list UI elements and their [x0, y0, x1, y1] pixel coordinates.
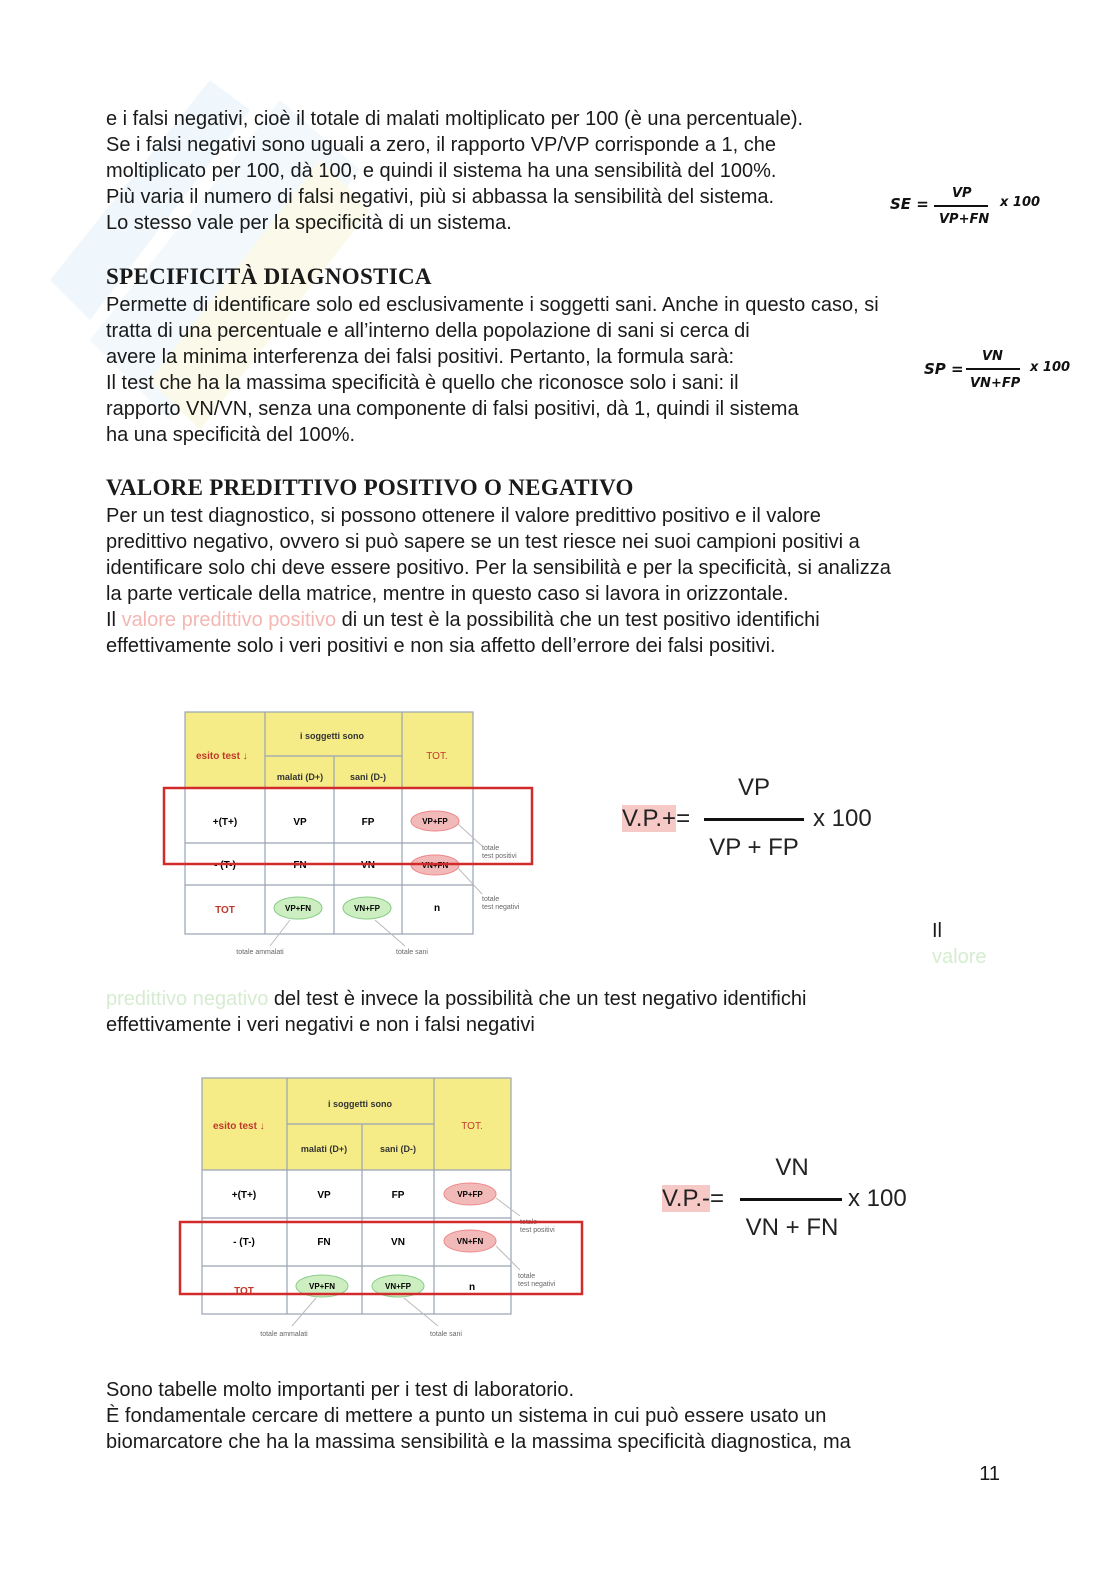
table-header-tot: TOT. [426, 751, 448, 762]
bottom-note: totale ammalati [236, 949, 284, 956]
sp-label: SP = [924, 360, 964, 378]
valore-line: identificare solo chi deve essere positivo. Per la sensibilità e per la specificità, si analizza [106, 557, 891, 579]
table-header-tot: TOT. [461, 1121, 483, 1132]
valore-line: predittivo negativo, ovvero si può sapere se un test riesce nei suoi campioni positivi a [106, 531, 860, 553]
vpn-eq: = [710, 1185, 725, 1212]
cell: FP [361, 817, 375, 828]
closing-line: biomarcatore che ha la massima sensibilità e la massima specificità diagnostica, ma [106, 1431, 851, 1453]
table-header-soggetti: i soggetti sono [328, 1099, 392, 1109]
valore-line: effettivamente solo i veri positivi e non sia affetto dell’errore dei falsi positivi. [106, 635, 776, 657]
table-header-esito: esito test ↓ [213, 1121, 265, 1132]
cell: VN+FP [353, 904, 381, 913]
side-note: totale [518, 1273, 536, 1280]
contingency-table-positive [160, 708, 540, 964]
table-header-soggetti: i soggetti sono [300, 731, 364, 741]
valore-line: la parte verticale della matrice, mentre in questo caso si lavora in orizzontale. [106, 583, 789, 605]
cell: VP [293, 817, 307, 828]
vpn-line: effettivamente i veri negativi e non i falsi negativi [106, 1014, 535, 1036]
contingency-table-negative [176, 1074, 596, 1344]
row-label: - (T-) [214, 860, 236, 871]
vpn-suffix: del test è invece la possibilità che un test negativo identifichi [268, 988, 807, 1010]
specificita-line: ha una specificità del 100%. [106, 424, 356, 446]
intro-line: e i falsi negativi, cioè il totale di malati moltiplicato per 100 (è una percentuale). [106, 108, 804, 130]
vpp-multiplier: x 100 [813, 805, 872, 832]
vpn-right-1: Il [932, 920, 942, 942]
valore-paragraph [106, 503, 891, 659]
cell: VP+FN [284, 904, 312, 913]
intro-paragraph [106, 106, 803, 236]
vpp-formula [620, 772, 900, 872]
side-note: totale [482, 896, 500, 903]
closing-line: È fondamentale cercare di mettere a punto un sistema in cui può essere usato un [106, 1405, 827, 1427]
side-note: test positivi [520, 1227, 555, 1234]
table-header-esito: esito test ↓ [196, 751, 248, 762]
sp-multiplier: x 100 [1030, 360, 1071, 375]
page-number: 11 [979, 1463, 1000, 1485]
vpp-label: V.P.+ [622, 805, 677, 832]
bottom-note: totale sani [430, 1331, 462, 1338]
cell: VP [317, 1190, 331, 1201]
closing-paragraph [106, 1377, 851, 1455]
specificita-paragraph [106, 292, 879, 448]
vpn-formula [660, 1152, 940, 1252]
vpn-paragraph [106, 986, 806, 1038]
vpn-label: V.P.- [662, 1185, 711, 1212]
intro-line: moltiplicato per 100, dà 100, e quindi il sistema ha una sensibilità del 100%. [106, 160, 777, 182]
cell: n [468, 1282, 476, 1293]
specificita-line: avere la minima interferenza dei falsi positivi. Pertanto, la formula sarà: [106, 346, 735, 368]
row-label: +(T+) [231, 1190, 257, 1201]
valore-line: Per un test diagnostico, si possono ottenere il valore predittivo positivo e il valore [106, 505, 821, 527]
cell: VN+FP [384, 1282, 412, 1291]
bottom-note: totale ammalati [260, 1331, 308, 1338]
side-note: totale [520, 1219, 538, 1226]
cell: VP+FN [308, 1282, 336, 1291]
row-label: TOT [215, 905, 235, 916]
side-note: test negativi [482, 904, 520, 911]
vpp-highlight: valore predittivo positivo [121, 609, 337, 631]
side-note: totale [482, 845, 500, 852]
vpn-denominator: VN + FN [745, 1214, 839, 1241]
bottom-note: totale sani [396, 949, 428, 956]
vpp-denominator: VP + FP [709, 834, 799, 861]
se-multiplier: x 100 [1000, 195, 1041, 210]
vpp-eq: = [676, 805, 691, 832]
cell: VP+FP [422, 817, 448, 826]
cell: FN [293, 860, 307, 871]
row-label: - (T-) [233, 1237, 255, 1248]
heading-valore-predittivo: VALORE PREDITTIVO POSITIVO O NEGATIVO [106, 475, 634, 500]
sp-denominator: VN+FP [970, 376, 1021, 391]
heading-specificita: SPECIFICITÀ DIAGNOSTICA [106, 264, 432, 289]
closing-line: Sono tabelle molto importanti per i test di laboratorio. [106, 1379, 575, 1401]
vpp-numerator: VP [737, 774, 770, 801]
intro-line: Più varia il numero di falsi negativi, più si abbassa la sensibilità del sistema. [106, 186, 775, 208]
specificita-line: Permette di identificare solo ed esclusivamente i soggetti sani. Anche in questo caso, si [106, 294, 879, 316]
vpp-line [106, 607, 891, 633]
se-label: SE = [890, 195, 929, 213]
se-denominator: VP+FN [939, 212, 990, 227]
cell: VP+FP [457, 1190, 483, 1199]
specificita-line: Il test che ha la massima specificità è quello che riconosce solo i sani: il [106, 372, 739, 394]
cell: VN [361, 860, 375, 871]
vpn-highlight: predittivo negativo [106, 988, 269, 1010]
specificita-line: tratta di una percentuale e all’interno della popolazione di sani si cerca di [106, 320, 750, 342]
cell: VN [391, 1237, 405, 1248]
cell: FN [317, 1237, 331, 1248]
side-note: test negativi [518, 1281, 556, 1288]
row-label: TOT [234, 1286, 254, 1297]
table-col-malati: malati (D+) [300, 1144, 348, 1154]
vpn-right-2: valore [932, 946, 987, 968]
vpn-multiplier: x 100 [848, 1185, 907, 1212]
intro-line: Lo stesso vale per la specificità di un sistema. [106, 212, 512, 234]
table-col-sani: sani (D-) [350, 772, 386, 782]
cell: FP [391, 1190, 405, 1201]
vpn-numerator: VN [775, 1154, 809, 1181]
cell: VN+FN [456, 1237, 484, 1246]
se-numerator: VP [952, 186, 972, 201]
row-label: +(T+) [212, 817, 238, 828]
specificita-line: rapporto VN/VN, senza una componente di falsi positivi, dà 1, quindi il sistema [106, 398, 799, 420]
side-note: test positivi [482, 853, 517, 860]
sp-formula [924, 348, 1084, 398]
vpn-line [106, 986, 806, 1012]
vpp-prefix: Il [106, 609, 122, 631]
intro-line: Se i falsi negativi sono uguali a zero, il rapporto VP/VP corrisponde a 1, che [106, 134, 777, 156]
cell: n [433, 903, 441, 914]
cell: VN+FN [421, 861, 449, 870]
table-col-malati: malati (D+) [276, 772, 324, 782]
se-formula [890, 184, 1050, 234]
sp-numerator: VN [982, 349, 1003, 364]
table-col-sani: sani (D-) [380, 1144, 416, 1154]
vpp-suffix: di un test è la possibilità che un test positivo identifichi [336, 609, 820, 631]
